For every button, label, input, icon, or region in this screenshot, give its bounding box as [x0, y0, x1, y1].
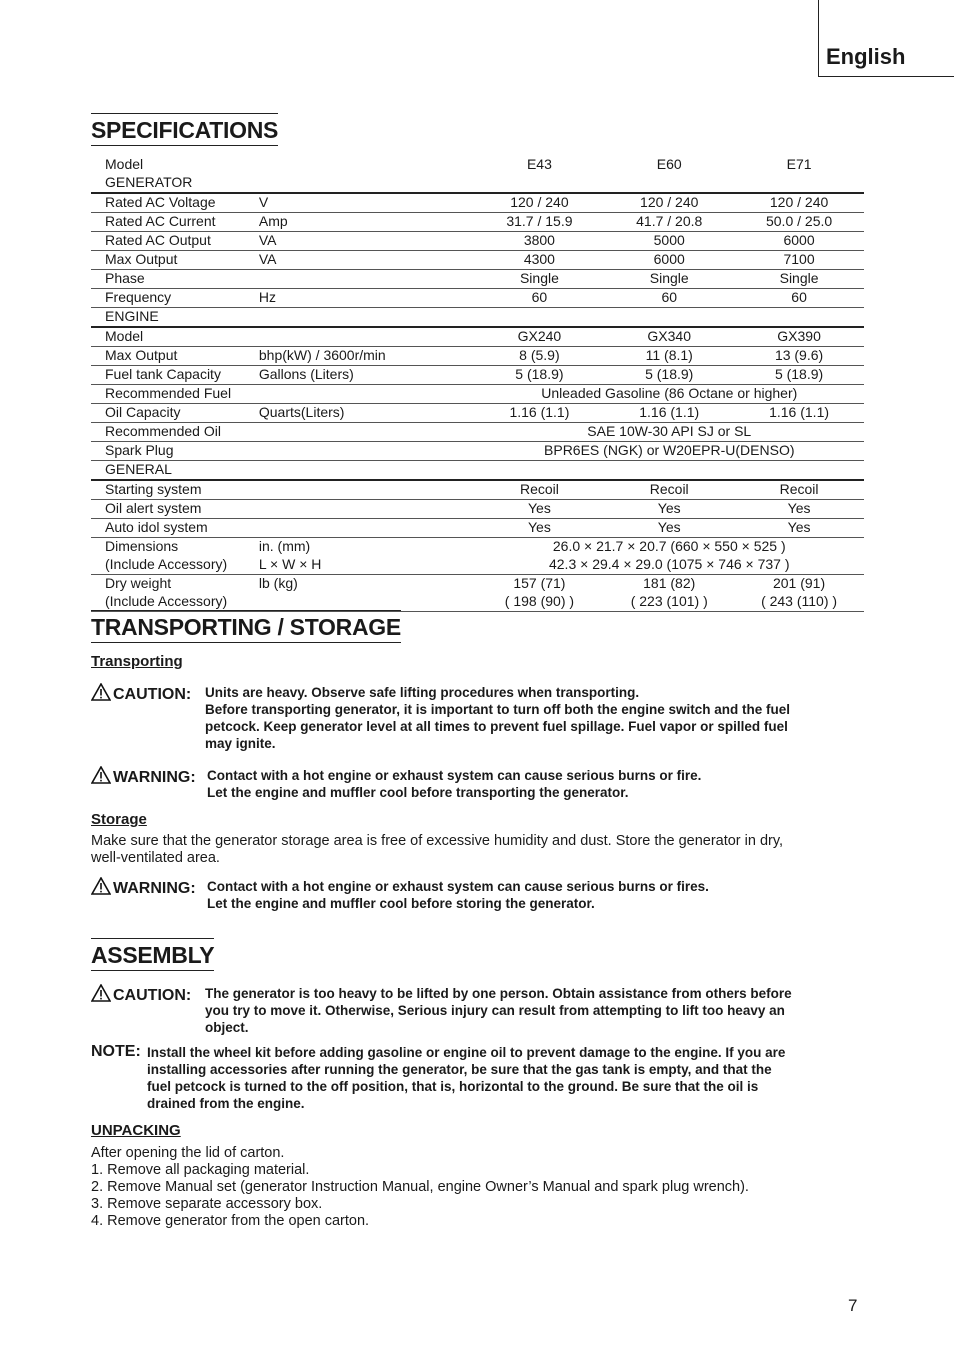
table-cell: 6000 [604, 251, 734, 270]
text-line: Let the engine and muffler cool before transporting the generator. [207, 785, 629, 800]
table-cell [734, 174, 864, 193]
table-row [91, 232, 864, 251]
table-cell: Dry weight [105, 575, 172, 591]
table-cell: VA [259, 232, 475, 251]
text-line: object. [205, 1020, 249, 1035]
table-cell: Yes [475, 519, 605, 538]
table-cell: 7100 [734, 251, 864, 270]
table-cell: Rated AC Current [91, 213, 259, 232]
caution-label: CAUTION: [91, 683, 191, 704]
table-row [91, 289, 864, 308]
table-cell: L × W × H [259, 556, 475, 575]
transporting-heading: Transporting [91, 653, 183, 670]
unpacking-steps [91, 1145, 861, 1230]
table-cell: ( 223 (101) ) [604, 593, 734, 612]
table-cell: Frequency [91, 289, 259, 308]
table-cell [259, 461, 475, 481]
table-cell: Model [105, 156, 144, 172]
table-cell: 60 [475, 289, 605, 308]
text-line: 1. Remove all packaging material. [91, 1162, 310, 1178]
table-cell: V [259, 193, 475, 213]
table-cell [475, 461, 605, 481]
table-cell: Yes [604, 500, 734, 519]
table-cell: GENERATOR [91, 174, 259, 193]
table-cell: lb (kg) [258, 575, 298, 591]
table-cell [259, 327, 475, 347]
table-cell: Recoil [734, 480, 864, 500]
table-cell: Recoil [475, 480, 605, 500]
text-line: Let the engine and muffler cool before storing the generator. [207, 896, 595, 911]
table-cell: 5 (18.9) [475, 366, 605, 385]
table-cell: Unleaded Gasoline (86 Octane or higher) [475, 385, 864, 404]
table-cell [259, 385, 475, 404]
table-row [91, 270, 864, 289]
table-row [91, 347, 864, 366]
table-cell: 3800 [475, 232, 605, 251]
warning-triangle-icon [91, 984, 111, 1002]
assembly-title: ASSEMBLY [91, 938, 214, 971]
table-cell: 11 (8.1) [604, 347, 734, 366]
table-cell: Model [91, 327, 259, 347]
unpacking-heading: UNPACKING [91, 1122, 181, 1139]
table-row [91, 366, 864, 385]
table-cell [259, 519, 475, 538]
table-cell: 13 (9.6) [734, 347, 864, 366]
table-cell: Yes [604, 519, 734, 538]
table-cell: Single [734, 270, 864, 289]
table-cell: BPR6ES (NGK) or W20EPR-U(DENSO) [475, 442, 864, 461]
table-cell: (Include Accessory) [91, 556, 259, 575]
table-cell: Recoil [604, 480, 734, 500]
table-cell [475, 308, 605, 328]
table-cell: Oil Capacity [91, 404, 259, 423]
table-cell: 4300 [475, 251, 605, 270]
table-cell: Max Output [91, 347, 259, 366]
table-row [91, 251, 864, 270]
table-cell: 201 (91) [772, 575, 826, 591]
table-cell: GX240 [475, 327, 605, 347]
table-cell: Hz [259, 289, 475, 308]
table-cell: Single [604, 270, 734, 289]
table-cell: 6000 [734, 232, 864, 251]
table-cell: Quarts(Liters) [259, 404, 475, 423]
table-cell: ( 198 (90) ) [475, 593, 605, 612]
table-cell: GX340 [604, 327, 734, 347]
table-row [91, 442, 864, 461]
table-cell: 26.0 × 21.7 × 20.7 (660 × 550 × 525 ) [552, 538, 786, 554]
table-row [91, 327, 864, 347]
table-row [91, 519, 864, 538]
table-header-row [91, 156, 864, 174]
table-cell: ENGINE [91, 308, 259, 328]
table-section-row [91, 461, 864, 481]
table-cell: 1.16 (1.1) [734, 404, 864, 423]
table-cell: 5 (18.9) [734, 366, 864, 385]
table-cell [259, 423, 475, 442]
table-cell [259, 174, 475, 193]
table-row [91, 538, 864, 557]
table-section-row [91, 174, 864, 193]
table-cell [259, 442, 475, 461]
table-row [91, 500, 864, 519]
table-cell: Yes [475, 500, 605, 519]
table-cell: Auto idol system [91, 519, 259, 538]
table-cell [734, 308, 864, 328]
table-cell: SAE 10W-30 API SJ or SL [475, 423, 864, 442]
table-cell [734, 461, 864, 481]
table-cell: Phase [91, 270, 259, 289]
table-cell: bhp(kW) / 3600r/min [259, 347, 475, 366]
table-cell: Recommended Fuel [91, 385, 259, 404]
text-line: Before transporting generator, it is important to turn off both the engine switch and the fuel [205, 702, 791, 717]
table-cell: 5000 [604, 232, 734, 251]
text-line: fuel petcock is turned to the off position, that is, horizontal to the ground. Be sure that the oil is [147, 1079, 759, 1094]
table-cell: 60 [604, 289, 734, 308]
text-line: Make sure that the generator storage area is free of excessive humidity and dust. Store the generator in dry, [91, 833, 784, 849]
table-cell: 1.16 (1.1) [604, 404, 734, 423]
table-cell: E71 [786, 156, 812, 172]
table-cell [259, 156, 475, 174]
table-cell: Single [475, 270, 605, 289]
table-cell [604, 174, 734, 193]
table-cell [604, 308, 734, 328]
warning-label-storage: WARNING: [91, 877, 196, 898]
table-cell: 41.7 / 20.8 [604, 213, 734, 232]
table-cell [259, 480, 475, 500]
table-cell: 120 / 240 [734, 193, 864, 213]
warning-triangle-icon [91, 766, 111, 784]
table-cell: 50.0 / 25.0 [734, 213, 864, 232]
warning-triangle-icon [91, 877, 111, 895]
table-cell: 1.16 (1.1) [475, 404, 605, 423]
table-cell: in. (mm) [258, 538, 311, 554]
table-row [91, 423, 864, 442]
table-cell [475, 174, 605, 193]
table-cell: Yes [734, 519, 864, 538]
table-row [91, 556, 864, 575]
table-cell: Fuel tank Capacity [91, 366, 259, 385]
table-cell: E43 [526, 156, 552, 172]
table-cell: 8 (5.9) [475, 347, 605, 366]
table-cell: Gallons (Liters) [259, 366, 475, 385]
warning-label-transport: WARNING: [91, 766, 196, 787]
assembly-caution-text [205, 985, 860, 1036]
table-cell: Spark Plug [91, 442, 259, 461]
table-cell: GENERAL [91, 461, 259, 481]
table-row [91, 593, 864, 612]
storage-warning-text [207, 878, 857, 912]
table-cell: Starting system [91, 480, 259, 500]
table-cell: Amp [259, 213, 475, 232]
table-row [91, 575, 864, 594]
transporting-storage-title: TRANSPORTING / STORAGE [91, 610, 401, 643]
specifications-title: SPECIFICATIONS [91, 113, 278, 146]
table-cell: 157 (71) [513, 575, 566, 591]
text-line: After opening the lid of carton. [91, 1145, 285, 1161]
table-row [91, 480, 864, 500]
text-line: Contact with a hot engine or exhaust system can cause serious burns or fires. [207, 879, 709, 894]
caution-label-assembly: CAUTION: [91, 984, 191, 1005]
table-cell: Rated AC Voltage [91, 193, 259, 213]
note-label: NOTE: [91, 1043, 141, 1060]
table-cell: 120 / 240 [604, 193, 734, 213]
page-number: 7 [848, 1296, 858, 1315]
transport-caution-text [205, 684, 860, 752]
table-cell: 181 (82) [643, 575, 696, 591]
table-cell: ( 243 (110) ) [734, 593, 864, 612]
text-line: 2. Remove Manual set (generator Instruction Manual, engine Owner’s Manual and spark plug wrench). [91, 1179, 749, 1195]
text-line: petcock. Keep generator level at all times to prevent fuel spillage. Fuel vapor or spilled fuel [205, 719, 788, 734]
table-cell: 5 (18.9) [604, 366, 734, 385]
table-section-row [91, 308, 864, 328]
text-line: 4. Remove generator from the open carton. [91, 1213, 370, 1229]
table-cell: Oil alert system [91, 500, 259, 519]
storage-heading: Storage [91, 811, 147, 828]
text-line: well-ventilated area. [91, 850, 220, 866]
table-cell: Recommended Oil [91, 423, 259, 442]
table-cell [259, 500, 475, 519]
language-label: English [826, 44, 906, 69]
text-line: drained from the engine. [147, 1096, 305, 1111]
table-cell [259, 270, 475, 289]
table-cell: (Include Accessory) [91, 593, 259, 612]
table-cell: 120 / 240 [475, 193, 605, 213]
table-cell: E60 [656, 156, 682, 172]
text-line: may ignite. [205, 736, 276, 751]
table-cell: VA [259, 251, 475, 270]
table-cell: 42.3 × 29.4 × 29.0 (1075 × 746 × 737 ) [475, 556, 864, 575]
text-line: The generator is too heavy to be lifted by one person. Obtain assistance from others before [205, 986, 792, 1001]
storage-text [91, 833, 861, 867]
transport-warning-text [207, 767, 857, 801]
table-cell [259, 308, 475, 328]
table-row [91, 404, 864, 423]
table-cell: Yes [734, 500, 864, 519]
text-line: installing accessories after running the generator, be sure that the gas tank is empty, and that the [147, 1062, 772, 1077]
text-line: 3. Remove separate accessory box. [91, 1196, 323, 1212]
text-line: Units are heavy. Observe safe lifting procedures when transporting. [205, 685, 640, 700]
assembly-note-text [147, 1044, 859, 1112]
table-cell [259, 593, 475, 612]
table-cell: Max Output [91, 251, 259, 270]
table-row [91, 213, 864, 232]
specifications-table [91, 156, 864, 612]
table-cell: 31.7 / 15.9 [475, 213, 605, 232]
text-line: Contact with a hot engine or exhaust system can cause serious burns or fire. [207, 768, 702, 783]
warning-triangle-icon [91, 683, 111, 701]
table-row [91, 193, 864, 213]
table-cell: Rated AC Output [91, 232, 259, 251]
table-row [91, 385, 864, 404]
text-line: you try to move it. Otherwise, Serious injury can result from attempting to lift too heavy an [205, 1003, 785, 1018]
text-line: Install the wheel kit before adding gasoline or engine oil to prevent damage to the engine. If you are [147, 1045, 786, 1060]
table-cell [604, 461, 734, 481]
table-cell: GX390 [734, 327, 864, 347]
table-cell: Dimensions [105, 538, 179, 554]
table-cell: 60 [734, 289, 864, 308]
